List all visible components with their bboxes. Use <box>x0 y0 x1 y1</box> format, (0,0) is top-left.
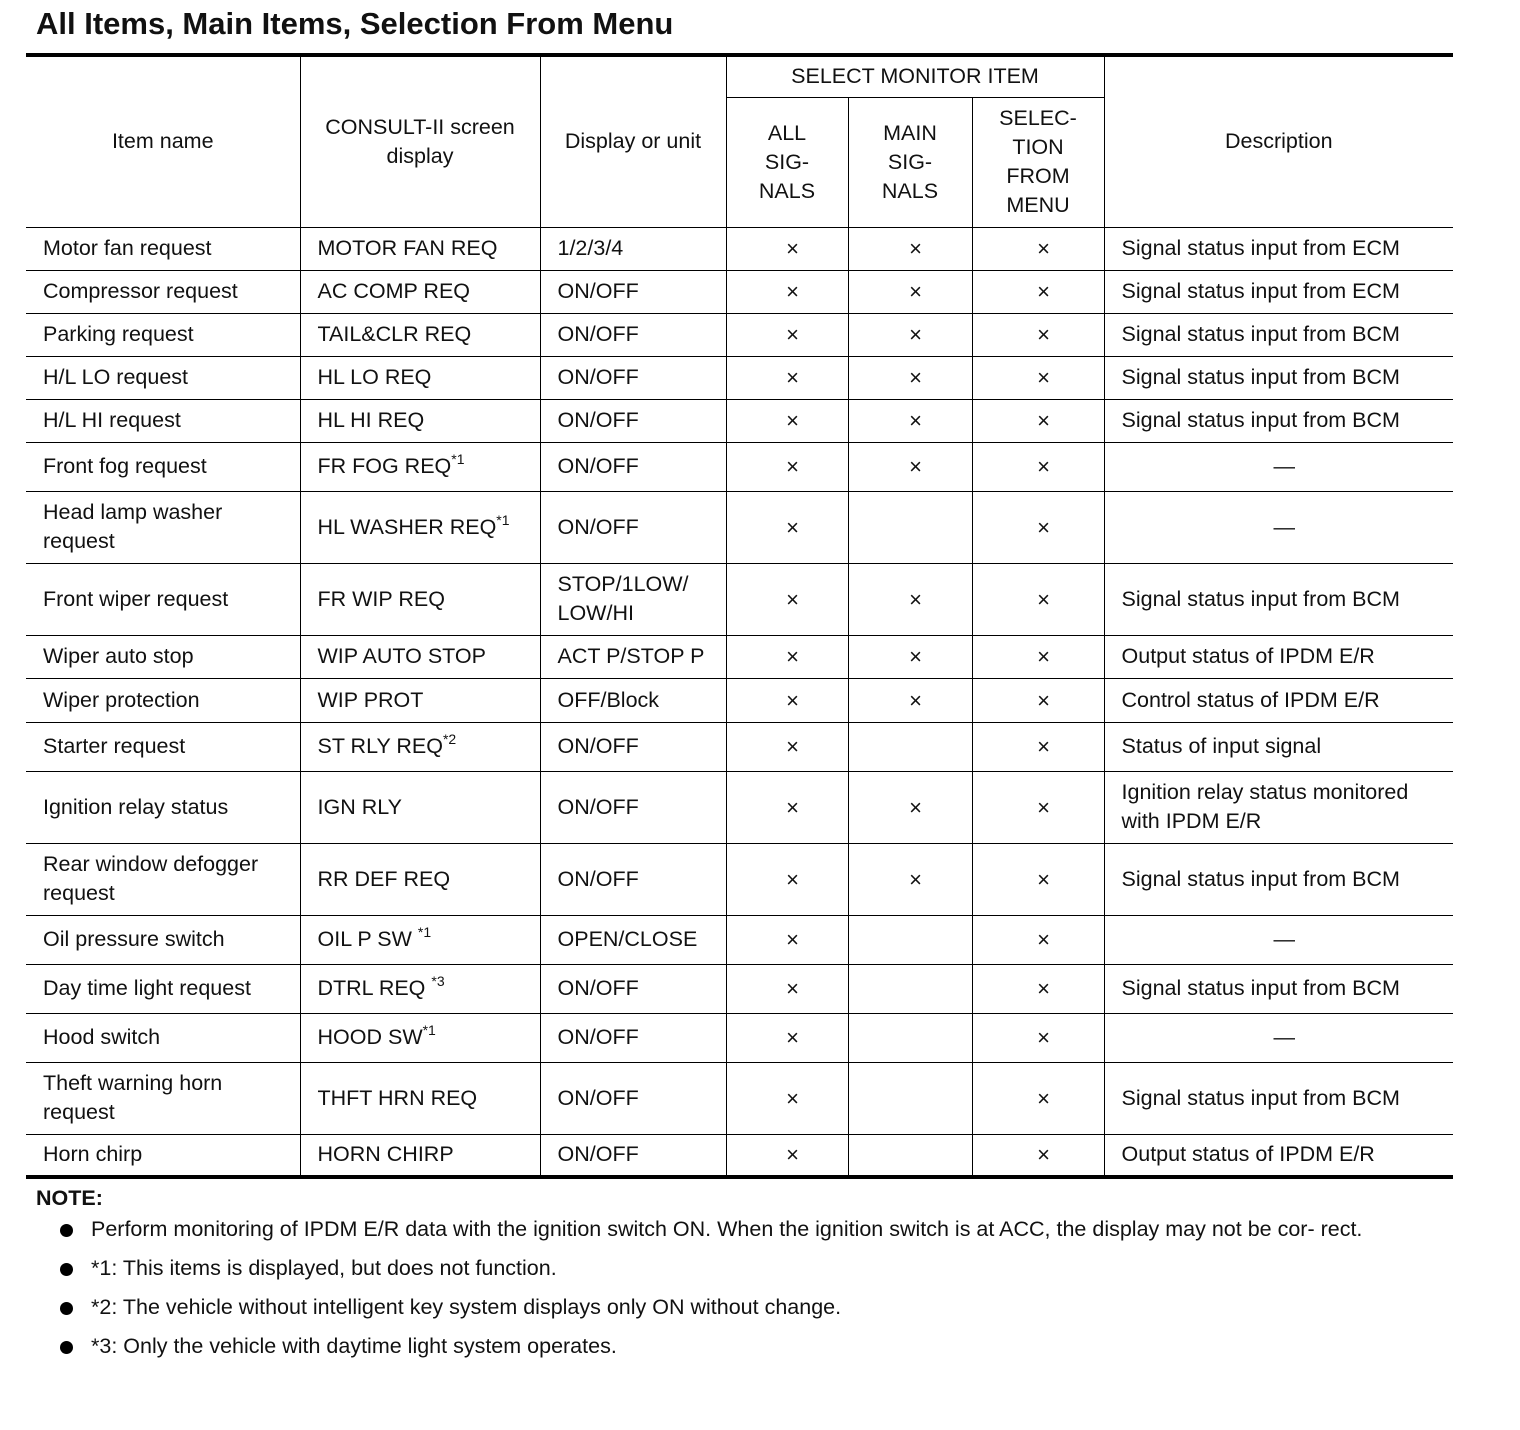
item-name-cell: Day time light request <box>26 964 300 1013</box>
display-unit-cell: OFF/Block <box>540 678 726 722</box>
screen-display-text: FR WIP REQ <box>317 586 445 611</box>
selection-mark: × <box>972 678 1104 722</box>
header-selection-from-menu: SELEC- TION FROM MENU <box>972 97 1104 227</box>
screen-display-cell <box>300 678 540 722</box>
display-unit-cell: ACT P/STOP P <box>540 635 726 678</box>
display-unit-cell: ON/OFF <box>540 442 726 491</box>
footnote-mark: *3 <box>431 973 445 989</box>
main-signals-mark <box>848 491 972 563</box>
item-name-cell: Theft warning horn request <box>26 1062 300 1134</box>
table-row <box>26 915 1453 964</box>
main-signals-mark: × <box>848 843 972 915</box>
screen-display-text: THFT HRN REQ <box>317 1085 478 1110</box>
item-name-cell: Oil pressure switch <box>26 915 300 964</box>
screen-display-text: FR FOG REQ <box>317 454 452 478</box>
main-signals-mark: × <box>848 635 972 678</box>
note-text: *1: This items is displayed, but does not function. <box>91 1256 557 1280</box>
item-name-cell: Wiper auto stop <box>26 635 300 678</box>
item-name-cell: Front wiper request <box>26 563 300 635</box>
screen-display-cell <box>300 442 540 491</box>
selection-mark: × <box>972 491 1104 563</box>
all-signals-mark: × <box>726 1062 848 1134</box>
note-item <box>36 1332 1456 1361</box>
item-name-cell: Starter request <box>26 722 300 771</box>
table-body <box>26 227 1453 1177</box>
table-row <box>26 491 1453 563</box>
description-cell: Signal status input from ECM <box>1104 227 1453 270</box>
screen-display-cell <box>300 563 540 635</box>
screen-display-text: DTRL REQ <box>317 976 432 1000</box>
description-cell: — <box>1104 442 1453 491</box>
item-name-cell: Wiper protection <box>26 678 300 722</box>
all-signals-mark: × <box>726 1134 848 1177</box>
description-cell: Status of input signal <box>1104 722 1453 771</box>
all-signals-mark: × <box>726 771 848 843</box>
screen-display-cell <box>300 491 540 563</box>
note-text: *2: The vehicle without intelligent key system displays only ON without change. <box>91 1295 842 1319</box>
note-item <box>36 1293 1456 1322</box>
selection-mark: × <box>972 313 1104 356</box>
screen-display-text: HL WASHER REQ <box>317 514 497 539</box>
table-row <box>26 1134 1453 1177</box>
table-row <box>26 442 1453 491</box>
screen-display-text: WIP AUTO STOP <box>317 644 486 668</box>
screen-display-cell <box>300 1013 540 1062</box>
table-row <box>26 678 1453 722</box>
header-select-monitor-item: SELECT MONITOR ITEM <box>726 55 1104 97</box>
screen-display-text: ST RLY REQ <box>317 734 443 758</box>
display-unit-cell: 1/2/3/4 <box>540 227 726 270</box>
all-signals-mark: × <box>726 270 848 313</box>
screen-display-text: RR DEF REQ <box>317 866 451 891</box>
selection-mark: × <box>972 1062 1104 1134</box>
screen-display-cell <box>300 635 540 678</box>
display-unit-cell: OPEN/CLOSE <box>540 915 726 964</box>
all-signals-mark: × <box>726 313 848 356</box>
header-main-signals: MAIN SIG- NALS <box>848 97 972 227</box>
main-signals-mark <box>848 1062 972 1134</box>
note-text: Perform monitoring of IPDM E/R data with the ignition switch ON. When the ignition switch is at ACC, the display may not be cor- rect. <box>91 1217 1363 1241</box>
display-unit-cell: ON/OFF <box>540 843 726 915</box>
all-signals-mark: × <box>726 722 848 771</box>
table-row <box>26 270 1453 313</box>
screen-display-text: HL LO REQ <box>317 365 432 389</box>
display-unit-cell: ON/OFF <box>540 1062 726 1134</box>
selection-mark: × <box>972 635 1104 678</box>
all-signals-mark: × <box>726 843 848 915</box>
screen-display-text: OIL P SW <box>317 927 418 951</box>
page-title: All Items, Main Items, Selection From Menu <box>36 6 674 41</box>
description-cell: Control status of IPDM E/R <box>1104 678 1453 722</box>
screen-display-cell <box>300 1134 540 1177</box>
main-signals-mark <box>848 915 972 964</box>
header-all-signals: ALL SIG- NALS <box>726 97 848 227</box>
description-cell: Signal status input from BCM <box>1104 399 1453 442</box>
note-item <box>36 1215 1456 1244</box>
description-cell: Signal status input from BCM <box>1104 1062 1453 1134</box>
note-item <box>36 1254 1456 1283</box>
item-name-cell: Rear window defogger request <box>26 843 300 915</box>
selection-mark: × <box>972 563 1104 635</box>
screen-display-cell <box>300 915 540 964</box>
all-signals-mark: × <box>726 915 848 964</box>
selection-mark: × <box>972 1134 1104 1177</box>
display-unit-cell: ON/OFF <box>540 270 726 313</box>
display-unit-cell: ON/OFF <box>540 964 726 1013</box>
all-signals-mark: × <box>726 563 848 635</box>
table-row <box>26 563 1453 635</box>
selection-mark: × <box>972 771 1104 843</box>
bullet-icon <box>60 1224 73 1237</box>
description-cell: Signal status input from BCM <box>1104 563 1453 635</box>
screen-display-cell <box>300 1062 540 1134</box>
main-signals-mark: × <box>848 313 972 356</box>
screen-display-cell <box>300 399 540 442</box>
header-screen-display: CONSULT-II screen display <box>300 55 540 227</box>
description-cell: — <box>1104 1013 1453 1062</box>
bullet-icon <box>60 1302 73 1315</box>
item-name-cell: H/L HI request <box>26 399 300 442</box>
main-signals-mark: × <box>848 563 972 635</box>
screen-display-cell <box>300 843 540 915</box>
description-cell: — <box>1104 915 1453 964</box>
footnote-mark: *1 <box>496 511 510 528</box>
screen-display-cell <box>300 771 540 843</box>
main-signals-mark: × <box>848 227 972 270</box>
selection-mark: × <box>972 270 1104 313</box>
all-signals-mark: × <box>726 399 848 442</box>
bullet-icon <box>60 1263 73 1276</box>
display-unit-cell: ON/OFF <box>540 722 726 771</box>
item-name-cell: Motor fan request <box>26 227 300 270</box>
table-row <box>26 843 1453 915</box>
selection-mark: × <box>972 1013 1104 1062</box>
description-cell: Signal status input from BCM <box>1104 964 1453 1013</box>
item-name-cell: Horn chirp <box>26 1134 300 1177</box>
note-text: *3: Only the vehicle with daytime light system operates. <box>91 1334 617 1358</box>
selection-mark: × <box>972 915 1104 964</box>
main-signals-mark: × <box>848 356 972 399</box>
selection-mark: × <box>972 227 1104 270</box>
description-cell: Ignition relay status monitored with IPDM E/R <box>1104 771 1453 843</box>
table-row <box>26 399 1453 442</box>
all-signals-mark: × <box>726 1013 848 1062</box>
note-heading: NOTE: <box>36 1186 103 1210</box>
display-unit-cell: ON/OFF <box>540 491 726 563</box>
table-row <box>26 635 1453 678</box>
main-signals-mark: × <box>848 678 972 722</box>
screen-display-text: IGN RLY <box>317 794 402 819</box>
table-row <box>26 356 1453 399</box>
description-cell: Signal status input from BCM <box>1104 843 1453 915</box>
selection-mark: × <box>972 356 1104 399</box>
all-signals-mark: × <box>726 356 848 399</box>
selection-mark: × <box>972 722 1104 771</box>
screen-display-text: WIP PROT <box>317 687 424 712</box>
description-cell: Output status of IPDM E/R <box>1104 635 1453 678</box>
description-cell: Signal status input from BCM <box>1104 313 1453 356</box>
notes-section <box>36 1184 1456 1371</box>
main-signals-mark <box>848 964 972 1013</box>
description-cell: Signal status input from ECM <box>1104 270 1453 313</box>
screen-display-cell <box>300 356 540 399</box>
screen-display-cell <box>300 722 540 771</box>
item-name-cell: H/L LO request <box>26 356 300 399</box>
header-item-name: Item name <box>26 55 300 227</box>
screen-display-text: AC COMP REQ <box>317 279 471 303</box>
item-name-cell: Front fog request <box>26 442 300 491</box>
selection-mark: × <box>972 399 1104 442</box>
display-unit-cell: ON/OFF <box>540 313 726 356</box>
table-row <box>26 1062 1453 1134</box>
screen-display-cell <box>300 227 540 270</box>
all-signals-mark: × <box>726 964 848 1013</box>
table-row <box>26 313 1453 356</box>
screen-display-text: TAIL&CLR REQ <box>317 322 472 346</box>
description-cell: Signal status input from BCM <box>1104 356 1453 399</box>
description-cell: Output status of IPDM E/R <box>1104 1134 1453 1177</box>
footnote-mark: *2 <box>442 731 457 747</box>
item-name-cell: Ignition relay status <box>26 771 300 843</box>
note-list <box>36 1215 1456 1361</box>
main-signals-mark: × <box>848 442 972 491</box>
description-cell: — <box>1104 491 1453 563</box>
screen-display-cell <box>300 270 540 313</box>
header-description: Description <box>1104 55 1453 227</box>
item-name-cell: Hood switch <box>26 1013 300 1062</box>
selection-mark: × <box>972 442 1104 491</box>
display-unit-cell: ON/OFF <box>540 1134 726 1177</box>
table-row <box>26 227 1453 270</box>
header-display-unit: Display or unit <box>540 55 726 227</box>
display-unit-cell: ON/OFF <box>540 1013 726 1062</box>
screen-display-text: HORN CHIRP <box>317 1142 454 1167</box>
display-unit-cell: STOP/1LOW/ LOW/HI <box>540 563 726 635</box>
main-signals-mark: × <box>848 399 972 442</box>
all-signals-mark: × <box>726 442 848 491</box>
display-unit-cell: ON/OFF <box>540 356 726 399</box>
selection-mark: × <box>972 843 1104 915</box>
all-signals-mark: × <box>726 635 848 678</box>
footnote-mark: *1 <box>422 1022 436 1038</box>
footnote-mark: *1 <box>451 451 465 467</box>
item-name-cell: Parking request <box>26 313 300 356</box>
item-name-cell: Compressor request <box>26 270 300 313</box>
table-row <box>26 771 1453 843</box>
table-row <box>26 964 1453 1013</box>
main-signals-mark <box>848 1134 972 1177</box>
main-signals-mark <box>848 722 972 771</box>
screen-display-text: HOOD SW <box>317 1025 423 1049</box>
display-unit-cell: ON/OFF <box>540 771 726 843</box>
selection-mark: × <box>972 964 1104 1013</box>
bullet-icon <box>60 1341 73 1354</box>
screen-display-text: HL HI REQ <box>317 408 425 432</box>
all-signals-mark: × <box>726 491 848 563</box>
footnote-mark: *1 <box>417 924 432 940</box>
all-signals-mark: × <box>726 678 848 722</box>
table-row <box>26 1013 1453 1062</box>
screen-display-cell <box>300 313 540 356</box>
screen-display-text: MOTOR FAN REQ <box>317 236 498 260</box>
main-signals-mark <box>848 1013 972 1062</box>
main-signals-mark: × <box>848 771 972 843</box>
main-signals-mark: × <box>848 270 972 313</box>
item-name-cell: Head lamp washer request <box>26 491 300 563</box>
all-signals-mark: × <box>726 227 848 270</box>
screen-display-cell <box>300 964 540 1013</box>
table-row <box>26 722 1453 771</box>
display-unit-cell: ON/OFF <box>540 399 726 442</box>
monitor-item-table <box>26 53 1453 1179</box>
